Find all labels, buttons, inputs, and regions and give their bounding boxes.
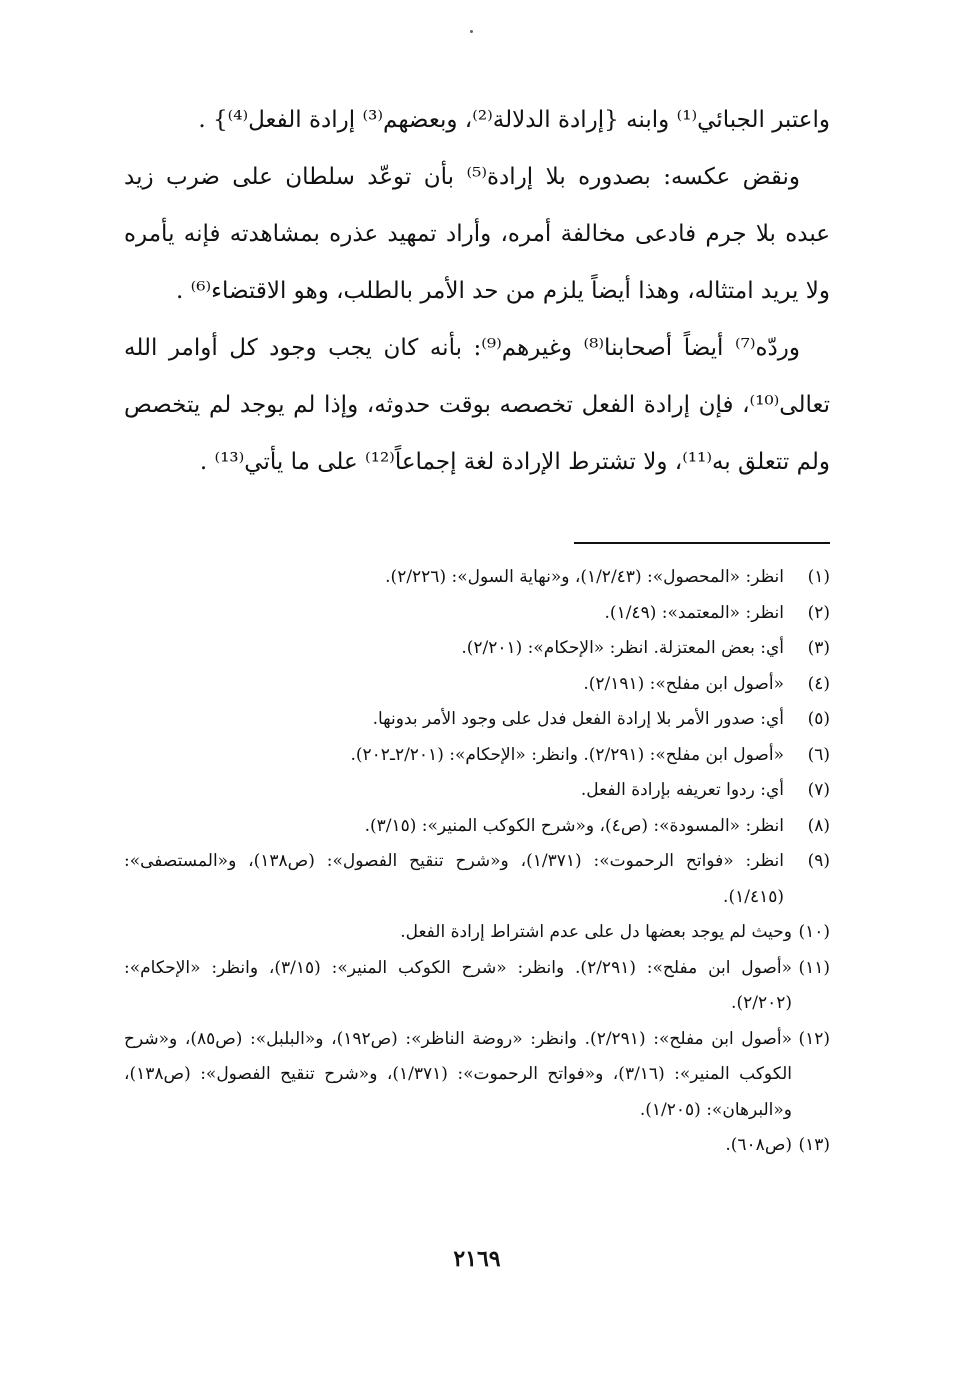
footnote-9 — [124, 844, 830, 915]
footnote-text: انظر: «المعتمد»: (١/٤٩). — [604, 602, 784, 623]
footnote-text: «أصول ابن مفلح»: (٢/٢٩١). وانظر: «شرح الكوكب المنير»: (٣/١٥)، وانظر: «الإحكام»: (٢/٢٠٢). — [124, 957, 792, 1013]
page-mark — [470, 30, 473, 33]
footnote-number: (٢) — [807, 602, 830, 623]
footnote-3 — [124, 631, 830, 667]
footnote-12 — [124, 1022, 830, 1129]
footnote-text: «أصول ابن مفلح»: (٢/٢٩١). وانظر: «روضة الناظر»: (ص١٩٢)، و«البلبل»: (ص٨٥)، و«شرح الكوكب المنير»: (٣/١٦)، و«فواتح الرحموت»: (١/٣٧١)، و«شرح تنقيح الفصول»: (ص١٣٨)، و«البرهان»: (١/٢٠٥). — [124, 1028, 792, 1120]
footnote-13 — [124, 1128, 830, 1164]
footnote-7 — [124, 773, 830, 809]
footnote-number: (٣) — [807, 638, 830, 658]
footnote-1 — [124, 560, 830, 596]
footnote-text: انظر: «المحصول»: (١/٢/٤٣)، و«نهاية السول»: (٢/٢٢٦). — [385, 567, 784, 587]
footnote-number: (١٣) — [798, 1135, 830, 1155]
footnote-number: (١) — [807, 567, 830, 587]
main-text — [124, 92, 830, 491]
page-number: ٢١٦٩ — [453, 1246, 501, 1272]
footnote-number: (١٢) — [798, 1028, 830, 1049]
footnote-text: انظر: «فواتح الرحموت»: (١/٣٧١)، و«شرح تنقيح الفصول»: (ص١٣٨)، و«المستصفى»: (١/٤١٥). — [124, 851, 784, 907]
footnote-number: (٧) — [807, 780, 830, 800]
footnote-2 — [124, 596, 830, 632]
footnote-10 — [124, 915, 830, 951]
footnote-number: (٥) — [807, 709, 830, 729]
footnote-4 — [124, 667, 830, 703]
footnote-text: انظر: «المسودة»: (ص٤)، و«شرح الكوكب المنير»: (٣/١٥). — [364, 815, 784, 836]
footnote-number: (٤) — [807, 673, 830, 694]
footnote-number: (١١) — [798, 957, 830, 978]
paragraph-2: ونقض عكسه: بصدوره بلا إرادة⁽⁵⁾ بأن توعّد سلطان على ضرب زيد عبده بلا جرم فادعى مخالفة أمره، وأراد تمهيد عذره بمشاهدته فإنه يأمره ولا يريد امتثاله، وهذا أيضاً يلزم من حد الأمر بالطلب، وهو الاقتضاء⁽⁶⁾ . — [124, 164, 830, 304]
footnote-number: (١٠) — [798, 922, 830, 942]
footnote-text: أي: ردوا تعريفه بإرادة الفعل. — [580, 780, 784, 800]
footnote-number: (٩) — [807, 851, 830, 871]
footnote-11 — [124, 951, 830, 1022]
footnote-6 — [124, 738, 830, 774]
footnote-text: أي: صدور الأمر بلا إرادة الفعل فدل على وجود الأمر بدونها. — [372, 709, 784, 729]
footnote-number: (٨) — [807, 815, 830, 836]
footnote-number: (٦) — [807, 744, 830, 765]
footnote-8 — [124, 809, 830, 845]
footnote-text: أي: بعض المعتزلة. انظر: «الإحكام»: (٢/٢٠١). — [461, 638, 784, 658]
footnotes — [124, 560, 830, 1164]
footnote-text: «أصول ابن مفلح»: (٢/٢٩١). وانظر: «الإحكام»: (٢/٢٠١ـ٢٠٢). — [350, 744, 784, 765]
footnote-separator — [574, 542, 830, 544]
paragraph-1: واعتبر الجبائي⁽¹⁾ وابنه {إرادة الدلالة⁽²⁾، وبعضهم⁽³⁾ إرادة الفعل⁽⁴⁾} . — [198, 107, 830, 133]
footnote-5 — [124, 702, 830, 738]
paragraph-3: وردّه⁽⁷⁾ أيضاً أصحابنا⁽⁸⁾ وغيرهم⁽⁹⁾: بأنه كان يجب وجود كل أوامر الله تعالى⁽¹⁰⁾، فإن إرادة الفعل تخصصه بوقت حدوثه، وإذا لم يوجد لم يتخصص ولم تتعلق به⁽¹¹⁾، ولا تشترط الإرادة لغة إجماعاً⁽¹²⁾ على ما يأتي⁽¹³⁾ . — [124, 335, 830, 475]
footnote-text: وحيث لم يوجد بعضها دل على عدم اشتراط إرادة الفعل. — [400, 922, 792, 942]
footnote-text: (ص٦٠٨). — [725, 1135, 792, 1155]
footnote-text: «أصول ابن مفلح»: (٢/١٩١). — [583, 673, 784, 694]
